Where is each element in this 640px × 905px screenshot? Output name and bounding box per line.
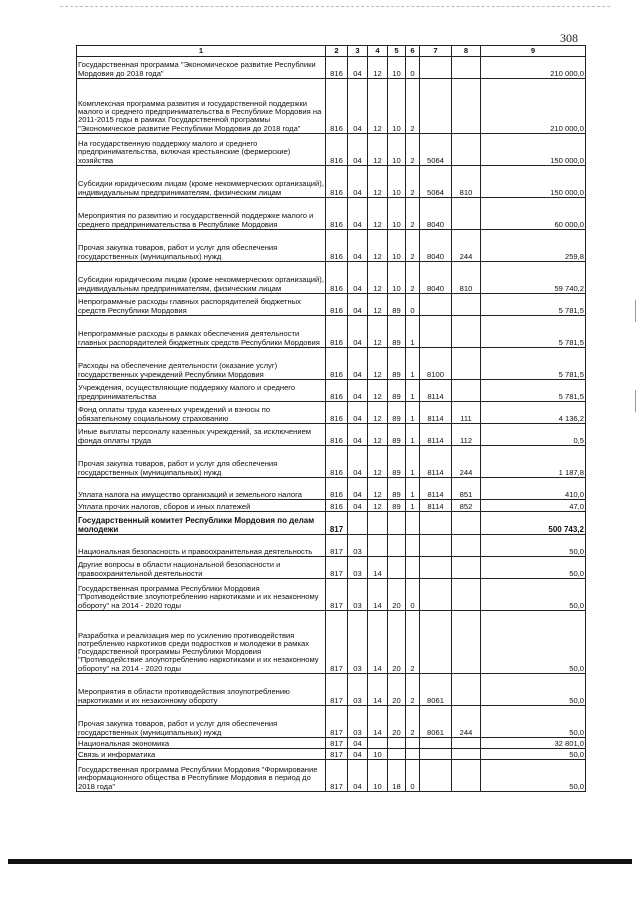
subprogram-code: 0: [406, 579, 420, 611]
subsection-code: 12: [368, 230, 388, 262]
amount: 1 187,8: [481, 446, 586, 478]
table-row: [77, 230, 586, 262]
section-code: 04: [348, 294, 368, 316]
subsection-code: 12: [368, 134, 388, 166]
admin-code: 817: [326, 535, 348, 557]
program-code: [388, 738, 406, 749]
expense-type-code: [452, 579, 481, 611]
subsection-code: 12: [368, 380, 388, 402]
header-cell: 1: [77, 46, 326, 57]
expense-type-code: 810: [452, 166, 481, 198]
target-article-code: 8114: [420, 478, 452, 500]
table-row: [77, 579, 586, 611]
section-code: 04: [348, 79, 368, 134]
expense-type-code: [452, 760, 481, 792]
expense-type-code: [452, 557, 481, 579]
amount: 210 000,0: [481, 57, 586, 79]
table-row: [77, 611, 586, 674]
admin-code: 817: [326, 674, 348, 706]
section-code: 03: [348, 557, 368, 579]
admin-code: 816: [326, 166, 348, 198]
target-article-code: 8061: [420, 674, 452, 706]
program-code: 89: [388, 380, 406, 402]
admin-code: 816: [326, 198, 348, 230]
amount: 5 781,5: [481, 294, 586, 316]
program-code: 20: [388, 579, 406, 611]
section-code: 03: [348, 535, 368, 557]
table-row: [77, 79, 586, 134]
amount: 50,0: [481, 535, 586, 557]
section-code: 03: [348, 706, 368, 738]
section-code: 04: [348, 749, 368, 760]
admin-code: 816: [326, 134, 348, 166]
section-code: 04: [348, 316, 368, 348]
expense-type-code: [452, 749, 481, 760]
target-article-code: [420, 749, 452, 760]
expense-type-code: 244: [452, 230, 481, 262]
header-cell: 6: [406, 46, 420, 57]
program-code: 10: [388, 198, 406, 230]
amount: 150 000,0: [481, 134, 586, 166]
subsection-code: 12: [368, 57, 388, 79]
subsection-code: 12: [368, 402, 388, 424]
admin-code: 816: [326, 478, 348, 500]
table-row: [77, 557, 586, 579]
admin-code: 816: [326, 402, 348, 424]
row-name: Прочая закупка товаров, работ и услуг для обеспечения государственных (муниципальных) нужд: [77, 706, 326, 738]
header-row: [77, 46, 586, 57]
amount: 210 000,0: [481, 79, 586, 134]
header-cell: 5: [388, 46, 406, 57]
admin-code: 816: [326, 446, 348, 478]
subsection-code: 12: [368, 446, 388, 478]
subprogram-code: 1: [406, 424, 420, 446]
admin-code: 816: [326, 424, 348, 446]
header-cell: 4: [368, 46, 388, 57]
amount: 50,0: [481, 760, 586, 792]
expense-type-code: 111: [452, 402, 481, 424]
subprogram-code: 1: [406, 380, 420, 402]
subprogram-code: 0: [406, 57, 420, 79]
section-code: 04: [348, 424, 368, 446]
row-name: На государственную поддержку малого и среднего предпринимательства, включая крестьянские (фермерские) хозяйства: [77, 134, 326, 166]
program-code: 18: [388, 760, 406, 792]
admin-code: 816: [326, 316, 348, 348]
row-name: Разработка и реализация мер по усилению противодействия потреблению наркотиков среди подростков и молодежи в рамках Государственной программы Республики Мордовия "Противодействие злоупотреблению наркотиками и их незаконному обороту" на 2014 - 2020 годы: [77, 611, 326, 674]
header-cell: 9: [481, 46, 586, 57]
subprogram-code: 2: [406, 262, 420, 294]
table-row: [77, 294, 586, 316]
subprogram-code: 1: [406, 316, 420, 348]
subsection-code: 12: [368, 294, 388, 316]
subprogram-code: [406, 512, 420, 535]
subprogram-code: [406, 749, 420, 760]
row-name: Фонд оплаты труда казенных учреждений и взносы по обязательному социальному страхованию: [77, 402, 326, 424]
subprogram-code: 2: [406, 611, 420, 674]
admin-code: 817: [326, 760, 348, 792]
admin-code: 817: [326, 749, 348, 760]
program-code: 89: [388, 316, 406, 348]
table-row: [77, 402, 586, 424]
program-code: 89: [388, 294, 406, 316]
amount: 60 000,0: [481, 198, 586, 230]
section-code: 03: [348, 611, 368, 674]
section-code: 04: [348, 262, 368, 294]
row-name: Мероприятия по развитию и государственной поддержке малого и среднего предпринимательства в Республике Мордовия: [77, 198, 326, 230]
amount: 259,8: [481, 230, 586, 262]
scan-bottom-bar: [8, 859, 632, 864]
target-article-code: 8114: [420, 500, 452, 512]
program-code: [388, 749, 406, 760]
program-code: 10: [388, 79, 406, 134]
program-code: 10: [388, 166, 406, 198]
expense-type-code: [452, 535, 481, 557]
row-name: Государственная программа Республики Мордовия "Противодействие злоупотреблению наркотиками и их незаконному обороту" на 2014 - 2020 годы: [77, 579, 326, 611]
target-article-code: 8114: [420, 424, 452, 446]
expense-type-code: [452, 294, 481, 316]
section-code: 03: [348, 579, 368, 611]
row-name: Прочая закупка товаров, работ и услуг для обеспечения государственных (муниципальных) нужд: [77, 230, 326, 262]
amount: 50,0: [481, 557, 586, 579]
expense-type-code: [452, 348, 481, 380]
expense-type-code: 112: [452, 424, 481, 446]
expense-type-code: [452, 674, 481, 706]
table-row: [77, 706, 586, 738]
expense-type-code: [452, 380, 481, 402]
target-article-code: 8114: [420, 402, 452, 424]
expense-type-code: 810: [452, 262, 481, 294]
subsection-code: 14: [368, 579, 388, 611]
admin-code: 816: [326, 230, 348, 262]
section-code: 04: [348, 402, 368, 424]
section-code: 04: [348, 478, 368, 500]
program-code: 10: [388, 57, 406, 79]
budget-table: [76, 45, 586, 792]
admin-code: 816: [326, 294, 348, 316]
subprogram-code: [406, 535, 420, 557]
admin-code: 817: [326, 706, 348, 738]
subsection-code: 12: [368, 348, 388, 380]
amount: 47,0: [481, 500, 586, 512]
target-article-code: [420, 57, 452, 79]
subsection-code: 12: [368, 79, 388, 134]
amount: 4 136,2: [481, 402, 586, 424]
row-name: Уплата прочих налогов, сборов и иных платежей: [77, 500, 326, 512]
subsection-code: [368, 738, 388, 749]
admin-code: 817: [326, 579, 348, 611]
table-row: [77, 198, 586, 230]
amount: 150 000,0: [481, 166, 586, 198]
expense-type-code: [452, 738, 481, 749]
scan-margin-mark: [635, 300, 636, 322]
amount: 410,0: [481, 478, 586, 500]
expense-type-code: 244: [452, 446, 481, 478]
row-name: Учреждения, осуществляющие поддержку малого и среднего предпринимательства: [77, 380, 326, 402]
target-article-code: 8061: [420, 706, 452, 738]
section-code: [348, 512, 368, 535]
section-code: 04: [348, 230, 368, 262]
subprogram-code: 2: [406, 674, 420, 706]
scan-margin-mark: [635, 390, 636, 412]
subsection-code: 12: [368, 500, 388, 512]
target-article-code: [420, 512, 452, 535]
subsection-code: 10: [368, 749, 388, 760]
program-code: 89: [388, 348, 406, 380]
row-name: Непрограммные расходы главных распорядителей бюджетных средств Республики Мордовия: [77, 294, 326, 316]
subprogram-code: 2: [406, 230, 420, 262]
subprogram-code: [406, 738, 420, 749]
target-article-code: 5064: [420, 166, 452, 198]
target-article-code: 8100: [420, 348, 452, 380]
row-name: Связь и информатика: [77, 749, 326, 760]
subprogram-code: 1: [406, 478, 420, 500]
table-row: [77, 57, 586, 79]
subsection-code: 12: [368, 424, 388, 446]
section-code: 04: [348, 446, 368, 478]
program-code: [388, 535, 406, 557]
program-code: 89: [388, 446, 406, 478]
amount: 5 781,5: [481, 316, 586, 348]
section-code: 04: [348, 738, 368, 749]
amount: 0,5: [481, 424, 586, 446]
row-name: Комплексная программа развития и государственной поддержки малого и среднего предпринимательства в Республике Мордовия на 2011-2015 годы в рамках Государственной программы "Экономическое развитие Республики Мордовия до 2018 года": [77, 79, 326, 134]
table-row: [77, 134, 586, 166]
row-name: Государственная программа Республики Мордовия "Формирование информационного общества в Республике Мордовия в период до 2018 года": [77, 760, 326, 792]
table-row: [77, 446, 586, 478]
table-row: [77, 512, 586, 535]
row-name: Субсидии юридическим лицам (кроме некоммерческих организаций), индивидуальным предпринимателям, физическим лицам: [77, 166, 326, 198]
table-row: [77, 262, 586, 294]
target-article-code: 8114: [420, 380, 452, 402]
row-name: Расходы на обеспечение деятельности (оказание услуг) государственных учреждений Республики Мордовия: [77, 348, 326, 380]
subprogram-code: 2: [406, 198, 420, 230]
section-code: 04: [348, 500, 368, 512]
expense-type-code: [452, 316, 481, 348]
row-name: Иные выплаты персоналу казенных учреждений, за исключением фонда оплаты труда: [77, 424, 326, 446]
expense-type-code: [452, 134, 481, 166]
admin-code: 816: [326, 380, 348, 402]
target-article-code: [420, 611, 452, 674]
subprogram-code: 2: [406, 166, 420, 198]
row-name: Мероприятия в области противодействия злоупотреблению наркотиками и их незаконному обороту: [77, 674, 326, 706]
admin-code: 817: [326, 738, 348, 749]
target-article-code: [420, 557, 452, 579]
section-code: 04: [348, 198, 368, 230]
row-name: Непрограммные расходы в рамках обеспечения деятельности главных распорядителей бюджетных средств Республики Мордовия: [77, 316, 326, 348]
amount: 50,0: [481, 674, 586, 706]
row-name: Прочая закупка товаров, работ и услуг для обеспечения государственных (муниципальных) нужд: [77, 446, 326, 478]
subprogram-code: 1: [406, 446, 420, 478]
subprogram-code: 2: [406, 134, 420, 166]
expense-type-code: [452, 198, 481, 230]
header-cell: 3: [348, 46, 368, 57]
target-article-code: [420, 535, 452, 557]
admin-code: 816: [326, 262, 348, 294]
table-row: [77, 166, 586, 198]
header-cell: 7: [420, 46, 452, 57]
program-code: [388, 557, 406, 579]
table-row: [77, 674, 586, 706]
target-article-code: [420, 294, 452, 316]
row-name: Субсидии юридическим лицам (кроме некоммерческих организаций), индивидуальным предпринимателям, физическим лицам: [77, 262, 326, 294]
top-scan-line: [60, 6, 610, 8]
target-article-code: [420, 316, 452, 348]
subsection-code: 12: [368, 198, 388, 230]
table-row: [77, 316, 586, 348]
program-code: 89: [388, 402, 406, 424]
subsection-code: [368, 512, 388, 535]
target-article-code: [420, 79, 452, 134]
subsection-code: [368, 535, 388, 557]
admin-code: 817: [326, 512, 348, 535]
expense-type-code: [452, 57, 481, 79]
table-row: [77, 380, 586, 402]
table-row: [77, 500, 586, 512]
section-code: 04: [348, 380, 368, 402]
subsection-code: 14: [368, 611, 388, 674]
program-code: [388, 512, 406, 535]
row-name: Национальная экономика: [77, 738, 326, 749]
subsection-code: 12: [368, 166, 388, 198]
subprogram-code: 2: [406, 79, 420, 134]
expense-type-code: [452, 512, 481, 535]
target-article-code: [420, 738, 452, 749]
subsection-code: 12: [368, 262, 388, 294]
admin-code: 817: [326, 611, 348, 674]
table-row: [77, 424, 586, 446]
expense-type-code: 851: [452, 478, 481, 500]
program-code: 20: [388, 611, 406, 674]
amount: 50,0: [481, 579, 586, 611]
table-row: [77, 348, 586, 380]
amount: 32 801,0: [481, 738, 586, 749]
row-name: Государственный комитет Республики Мордовия по делам молодежи: [77, 512, 326, 535]
section-code: 04: [348, 348, 368, 380]
amount: 500 743,2: [481, 512, 586, 535]
admin-code: 816: [326, 348, 348, 380]
table-row: [77, 760, 586, 792]
program-code: 10: [388, 134, 406, 166]
amount: 59 740,2: [481, 262, 586, 294]
target-article-code: [420, 760, 452, 792]
program-code: 20: [388, 706, 406, 738]
subprogram-code: 0: [406, 294, 420, 316]
target-article-code: [420, 579, 452, 611]
amount: 50,0: [481, 611, 586, 674]
program-code: 10: [388, 262, 406, 294]
admin-code: 816: [326, 57, 348, 79]
subsection-code: 12: [368, 316, 388, 348]
subprogram-code: 1: [406, 402, 420, 424]
table-row: [77, 478, 586, 500]
amount: 50,0: [481, 706, 586, 738]
admin-code: 817: [326, 557, 348, 579]
table-row: [77, 738, 586, 749]
section-code: 04: [348, 760, 368, 792]
section-code: 03: [348, 674, 368, 706]
table-row: [77, 749, 586, 760]
subprogram-code: 1: [406, 348, 420, 380]
target-article-code: 8040: [420, 198, 452, 230]
admin-code: 816: [326, 500, 348, 512]
section-code: 04: [348, 57, 368, 79]
row-name: Национальная безопасность и правоохранительная деятельность: [77, 535, 326, 557]
program-code: 89: [388, 500, 406, 512]
subprogram-code: 0: [406, 760, 420, 792]
amount: 50,0: [481, 749, 586, 760]
section-code: 04: [348, 134, 368, 166]
program-code: 89: [388, 478, 406, 500]
section-code: 04: [348, 166, 368, 198]
row-name: Другие вопросы в области национальной безопасности и правоохранительной деятельности: [77, 557, 326, 579]
subsection-code: 14: [368, 557, 388, 579]
subprogram-code: 1: [406, 500, 420, 512]
row-name: Уплата налога на имущество организаций и земельного налога: [77, 478, 326, 500]
amount: 5 781,5: [481, 348, 586, 380]
page-number: 308: [560, 31, 578, 45]
subsection-code: 12: [368, 478, 388, 500]
target-article-code: 8114: [420, 446, 452, 478]
amount: 5 781,5: [481, 380, 586, 402]
header-cell: 8: [452, 46, 481, 57]
target-article-code: 5064: [420, 134, 452, 166]
row-name: Государственная программа "Экономическое развитие Республики Мордовия до 2018 года": [77, 57, 326, 79]
program-code: 10: [388, 230, 406, 262]
subsection-code: 14: [368, 706, 388, 738]
subsection-code: 10: [368, 760, 388, 792]
table-row: [77, 535, 586, 557]
header-cell: 2: [326, 46, 348, 57]
subprogram-code: [406, 557, 420, 579]
target-article-code: 8040: [420, 230, 452, 262]
admin-code: 816: [326, 79, 348, 134]
expense-type-code: 852: [452, 500, 481, 512]
program-code: 20: [388, 674, 406, 706]
subprogram-code: 2: [406, 706, 420, 738]
target-article-code: 8040: [420, 262, 452, 294]
program-code: 89: [388, 424, 406, 446]
subsection-code: 14: [368, 674, 388, 706]
expense-type-code: [452, 611, 481, 674]
expense-type-code: 244: [452, 706, 481, 738]
expense-type-code: [452, 79, 481, 134]
